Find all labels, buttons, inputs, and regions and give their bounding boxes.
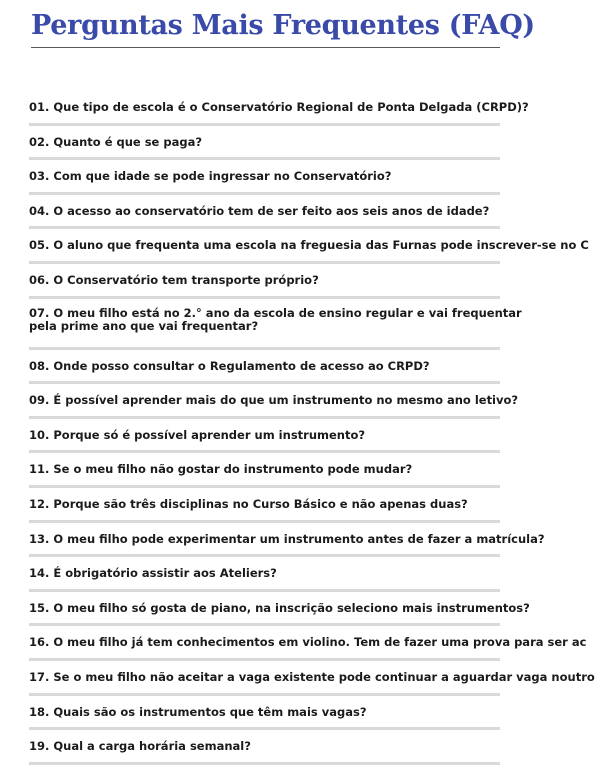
faq-question[interactable]: 12. Porque são três disciplinas no Curso Básico e não apenas duas?: [29, 496, 468, 511]
faq-question[interactable]: 11. Se o meu filho não gostar do instrumento pode mudar?: [29, 462, 413, 477]
faq-item-13[interactable]: [29, 523, 545, 558]
faq-item-01[interactable]: [29, 91, 529, 126]
faq-item-02[interactable]: [29, 126, 500, 161]
faq-question[interactable]: 03. Com que idade se pode ingressar no Conservatório?: [29, 169, 392, 184]
faq-question[interactable]: 02. Quanto é que se paga?: [29, 134, 203, 149]
faq-question[interactable]: 07. O meu filho está no 2.° ano da escola de ensino regular e vai frequentar pela prime ano que vai frequentar?: [29, 305, 522, 333]
faq-list: [0, 91, 595, 765]
faq-item-14[interactable]: [29, 557, 500, 592]
faq-item-17[interactable]: [29, 661, 595, 696]
faq-question[interactable]: 10. Porque só é possível aprender um instrumento?: [29, 427, 366, 442]
faq-question[interactable]: 06. O Conservatório tem transporte próprio?: [29, 272, 319, 287]
faq-item-15[interactable]: [29, 592, 530, 627]
faq-item-10[interactable]: [29, 419, 500, 454]
faq-question[interactable]: 04. O acesso ao conservatório tem de ser feito aos seis anos de idade?: [29, 203, 490, 218]
faq-item-03[interactable]: [29, 160, 500, 195]
faq-question[interactable]: 14. É obrigatório assistir aos Ateliers?: [29, 566, 277, 581]
faq-item-16[interactable]: [29, 626, 587, 661]
faq-item-06[interactable]: [29, 264, 500, 299]
faq-question[interactable]: 19. Qual a carga horária semanal?: [29, 739, 251, 754]
title-divider: [31, 47, 500, 48]
faq-item-19[interactable]: [29, 730, 500, 765]
faq-item-05[interactable]: [29, 229, 589, 264]
faq-question[interactable]: 13. O meu filho pode experimentar um instrumento antes de fazer a matrícula?: [29, 531, 545, 546]
page-title: Perguntas Mais Frequentes (FAQ): [31, 10, 535, 41]
faq-question[interactable]: 16. O meu filho já tem conhecimentos em violino. Tem de fazer uma prova para ser ac: [29, 635, 587, 650]
faq-question[interactable]: 08. Onde posso consultar o Regulamento de acesso ao CRPD?: [29, 358, 430, 373]
faq-item-08[interactable]: [29, 350, 500, 385]
faq-question[interactable]: 05. O aluno que frequenta uma escola na freguesia das Furnas pode inscrever-se no C: [29, 238, 589, 253]
faq-item-09[interactable]: [29, 384, 519, 419]
faq-item-11[interactable]: [29, 453, 500, 488]
faq-item-07[interactable]: [29, 299, 522, 350]
faq-item-12[interactable]: [29, 488, 500, 523]
faq-question[interactable]: 17. Se o meu filho não aceitar a vaga existente pode continuar a aguardar vaga noutro: [29, 669, 595, 684]
faq-question[interactable]: 18. Quais são os instrumentos que têm mais vagas?: [29, 704, 367, 719]
faq-question[interactable]: 15. O meu filho só gosta de piano, na inscrição seleciono mais instrumentos?: [29, 600, 530, 615]
faq-question[interactable]: 09. É possível aprender mais do que um instrumento no mesmo ano letivo?: [29, 393, 519, 408]
faq-item-04[interactable]: [29, 195, 500, 230]
faq-item-18[interactable]: [29, 696, 500, 731]
faq-question[interactable]: 01. Que tipo de escola é o Conservatório Regional de Ponta Delgada (CRPD)?: [29, 100, 529, 114]
